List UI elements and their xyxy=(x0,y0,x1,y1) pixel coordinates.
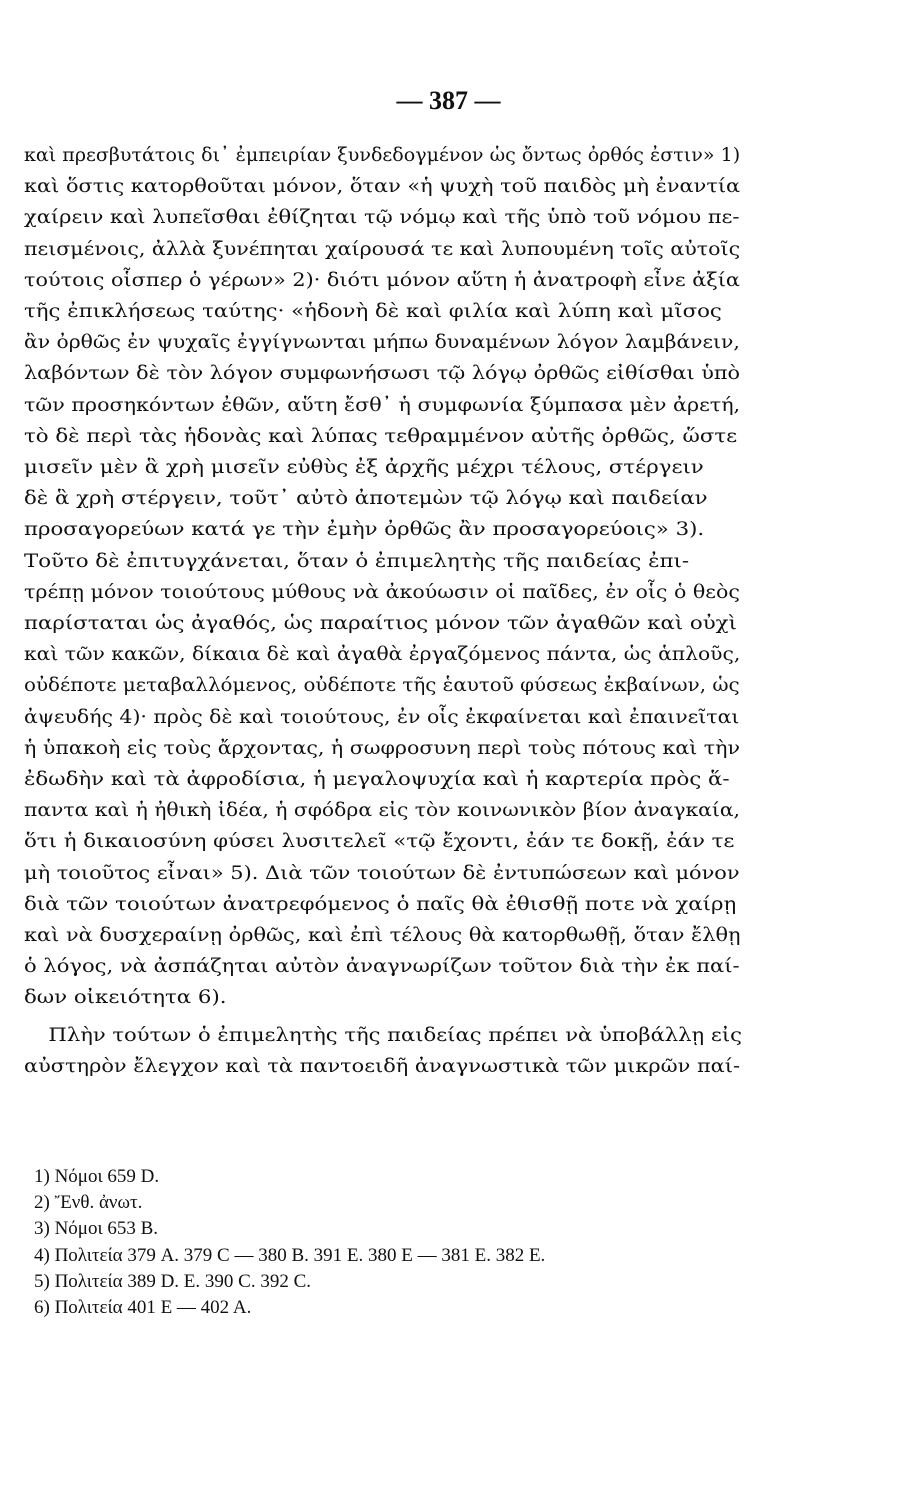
footnote: 3) Νόμοι 653 B. xyxy=(34,1218,159,1240)
footnote: 1) Νόμοι 659 D. xyxy=(34,1166,160,1187)
text-line: μὴ τοιοῦτος εἶναι» 5). Διὰ τῶν τοιούτων δὲ ἐντυπώσεων καὶ μόνον xyxy=(24,861,740,884)
main-text xyxy=(24,140,740,1082)
text-line: καὶ πρεσβυτάτοις δι᾽ ἐμπειρίαν ξυνδεδογμένον ὡς ὄντως ὀρθός ἐστιν» 1) xyxy=(24,144,741,166)
text-line: δὲ ἃ χρὴ στέργειν, τοῦτ᾽ αὐτὸ ἀποτεμὼν τῷ λόγῳ καὶ παιδείαν xyxy=(24,487,708,510)
footnotes xyxy=(34,1164,545,1321)
text-line: καὶ νὰ δυσχεραίνῃ ὀρθῶς, καὶ ἐπὶ τέλους θὰ κατορθωθῇ, ὅταν ἔλθῃ xyxy=(24,924,741,947)
text-line: τούτοις οἷσπερ ὁ γέρων» 2)· διότι μόνον αὕτη ἡ ἀνατροφὴ εἶνε ἀξία xyxy=(24,268,740,291)
text-line: διὰ τῶν τοιούτων ἀνατρεφόμενος ὁ παῖς θὰ ἐθισθῇ ποτε νὰ χαίρῃ xyxy=(24,892,737,915)
text-line: ἂν ὀρθῶς ἐν ψυχαῖς ἐγγίγνωνται μήπω δυναμένων λόγον λαμβάνειν, xyxy=(24,331,740,354)
footnote: 4) Πολιτεία 379 A. 379 C — 380 B. 391 E. 380 E — 381 E. 382 E. xyxy=(34,1244,546,1266)
text-line: καὶ τῶν κακῶν, δίκαια δὲ καὶ ἀγαθὰ ἐργαζόμενος πάντα, ὡς ἁπλοῦς, xyxy=(24,643,741,666)
footnote: 6) Πολιτεία 401 E — 402 A. xyxy=(34,1297,252,1319)
text-line: δων οἰκειότητα 6). xyxy=(24,986,227,1009)
text-line: ἐδωδὴν καὶ τὰ ἀφροδίσια, ἡ μεγαλοψυχία καὶ ἡ καρτερία πρὸς ἅ- xyxy=(24,768,730,791)
text-line: λαβόντων δὲ τὸν λόγον συμφωνήσωσι τῷ λόγῳ ὀρθῶς εἰθίσθαι ὑπὸ xyxy=(24,362,741,385)
text-line: προσαγορεύων κατά γε τὴν ἐμὴν ὀρθῶς ἂν προσαγορεύοις» 3). xyxy=(24,518,705,541)
text-line: αὐστηρὸν ἔλεγχον καὶ τὰ παντοειδῆ ἀναγνωστικὰ τῶν μικρῶν παί- xyxy=(24,1054,740,1077)
text-line: παρίσταται ὡς ἀγαθός, ὡς παραίτιος μόνον τῶν ἀγαθῶν καὶ οὐχὶ xyxy=(24,612,737,635)
text-line: χαίρειν καὶ λυπεῖσθαι ἐθίζηται τῷ νόμῳ καὶ τῆς ὑπὸ τοῦ νόμου πε- xyxy=(24,206,740,229)
text-line: μισεῖν μὲν ἃ χρὴ μισεῖν εὐθὺς ἐξ ἀρχῆς μέχρι τέλους, στέργειν xyxy=(24,456,704,479)
footnote: 2) Ἔνθ. ἀνωτ. xyxy=(34,1192,143,1214)
text-line: τῆς ἐπικλήσεως ταύτης· «ἡδονὴ δὲ καὶ φιλία καὶ λύπη καὶ μῖσος xyxy=(24,300,722,323)
page-number: — 387 — xyxy=(396,86,501,115)
text-line: οὐδέποτε μεταβαλλόμενος, οὐδέποτε τῆς ἑαυτοῦ φύσεως ἐκβαίνων, ὡς xyxy=(24,674,740,697)
text-line: καὶ ὅστις κατορθοῦται μόνον, ὅταν «ἡ ψυχὴ τοῦ παιδὸς μὴ ἐναντία xyxy=(24,175,741,198)
text-line: Τοῦτο δὲ ἐπιτυγχάνεται, ὅταν ὁ ἐπιμελητὴς τῆς παιδείας ἐπι- xyxy=(24,549,690,572)
text-line: ἡ ὑπακοὴ εἰς τοὺς ἄρχοντας, ἡ σωφροσυνη περὶ τοὺς πότους καὶ τὴν xyxy=(24,736,740,759)
text-line: ὁ λόγος, νὰ ἀσπάζηται αὐτὸν ἀναγνωρίζων τοῦτον διὰ τὴν ἐκ παί- xyxy=(24,955,740,978)
text-line: Πλὴν τούτων ὁ ἐπιμελητὴς τῆς παιδείας πρέπει νὰ ὑποβάλλῃ εἰς xyxy=(48,1023,742,1046)
footnote: 5) Πολιτεία 389 D. E. 390 C. 392 C. xyxy=(34,1270,311,1292)
text-line: τὸ δὲ περὶ τὰς ἡδονὰς καὶ λύπας τεθραμμένον αὐτῆς ὀρθῶς, ὥστε xyxy=(24,424,738,447)
text-line: πεισμένοις, ἀλλὰ ξυνέπηται χαίρουσά τε καὶ λυπουμένη τοῖς αὐτοῖς xyxy=(24,237,741,260)
text-line: τρέπῃ μόνον τοιούτους μύθους νὰ ἀκούωσιν οἱ παῖδες, ἐν οἷς ὁ θεὸς xyxy=(24,580,740,603)
text-line: παντα καὶ ἡ ἠθικὴ ἰδέα, ἡ σφόδρα εἰς τὸν κοινωνικὸν βίον ἀναγκαία, xyxy=(24,799,741,822)
text-line: ἀψευδής 4)· πρὸς δὲ καὶ τοιούτους, ἐν οἷς ἐκφαίνεται καὶ ἐπαινεῖται xyxy=(24,705,740,728)
text-line: ὅτι ἡ δικαιοσύνη φύσει λυσιτελεῖ «τῷ ἔχοντι, ἐάν τε δοκῇ, ἐάν τε xyxy=(24,830,735,853)
text-line: τῶν προσηκόντων ἐθῶν, αὕτη ἔσθ᾽ ἡ συμφωνία ξύμπασα μὲν ἀρετή, xyxy=(24,393,741,416)
